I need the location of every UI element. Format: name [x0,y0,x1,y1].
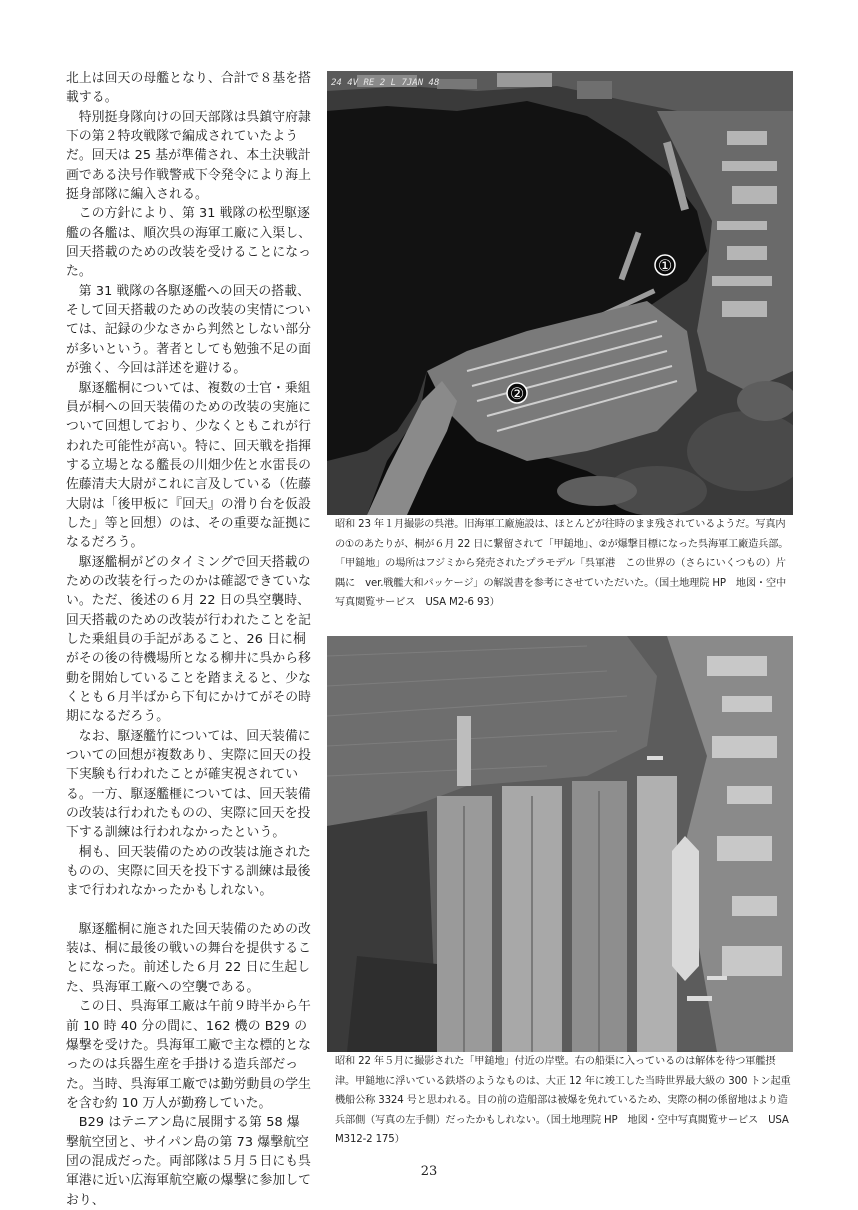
aerial-photo-kure-harbor-1948 [327,71,793,515]
body-paragraph: この方針により、第 31 戦隊の松型駆逐艦の各艦は、順次呉の海軍工廠に入渠し、回天搭載のための改装を受けることになった。 [66,206,312,280]
body-paragraph: 駆逐艦桐がどのタイミングで回天搭載のための改装を行ったのかは確認できていない。ただ、後述の６月 22 日の呉空襲時、回天搭載のための改装が行われたことを記した乗組員の手記があること、26 日に桐がその後の待機場所となる柳井に呉から移動を開始していることを踏まえると、少なくとも６月半ばから下旬にかけてがその時期になるだろう。 [66,554,312,725]
aerial-photo-2-image [327,636,793,1052]
photo-2-caption: 昭和 22 年５月に撮影された「甲鎚地」付近の岸壁。右の船渠に入っているのは解体を待つ軍艦摂津。甲鎚地に浮いている鉄塔のようなものは、大正 12 年に竣工した当時世界最大級の 300 トン起重機船公称 3324 号と思われる。目の前の造船部は被爆を免れているため、実際の桐の係留地はより造兵部側（写真の左手側）だったかもしれない。（国土地理院 HP 地図・空中写真閲覧サービス USA M312-2 175） [335,1056,791,1145]
aerial-photo-1-image [327,71,793,515]
body-paragraph: 駆逐艦桐については、複数の士官・乗組員が桐への回天装備のための改装の実施について回想しており、少なくともこれが行われた可能性が高い。特に、回天戦を指揮する立場となる艦長の川畑少佐と水雷長の佐藤清夫大尉がこれに言及している（佐藤大尉は「後甲板に『回天』の滑り台を仮設した」等と回想）のは、その重要な証拠になるだろう。 [66,380,312,551]
body-paragraph: この日、呉海軍工廠は午前９時半から午前 10 時 40 分の間に、162 機の B29 の爆撃を受けた。呉海軍工廠で主な標的となったのは兵器生産を手掛ける造兵部だった。当時、呉海軍工廠では勤労動員の学生を含む約 10 万人が勤務していた。 [66,999,312,1111]
film-annotation: 24 4V RE 2 L 7JAN 48 [331,78,440,88]
body-text-column [66,69,312,1210]
body-paragraph: 第 31 戦隊の各駆逐艦への回天の搭載、そして回天搭載のための改装の実情については、記録の少なさから判然としない部分が多いという。著者としても勉強不足の面が強く、今回は詳述を避ける。 [66,283,312,377]
body-paragraph: 特別挺身隊向けの回天部隊は呉鎮守府隷下の第２特攻戦隊で編成されていたようだ。回天は 25 基が準備され、本土決戦計画である決号作戦警戒下令発令により海上挺身部隊に編入される。 [66,109,312,203]
body-paragraph: 駆逐艦桐に施された回天装備のための改装は、桐に最後の戦いの舞台を提供することになった。前述した６月 22 日に生起した、呉海軍工廠への空襲である。 [66,921,312,995]
photo-1-caption: 昭和 23 年１月撮影の呉港。旧海軍工廠施設は、ほとんどが往時のまま残されているようだ。写真内の①のあたりが、桐が６月 22 日に繋留されて「甲鎚地」、②が爆撃目標になった呉海軍工廠造兵部。「甲鎚地」の場所はフジミから発売されたプラモデル「呉軍港 この世界の（さらにいくつもの）片隅に ver.戦艦大和パッケージ」の解説書を参考にさせていただいた。（国土地理院 HP 地図・空中写真閲覧サービス USA M2-6 93） [335,519,789,608]
body-paragraph: B29 はテニアン島に展開する第 58 爆撃航空団と、サイパン島の第 73 爆撃航空団の混成だった。両部隊は５月５日にも呉軍港に近い広海軍航空廠の爆撃に参加しており、 [66,1115,312,1208]
location-marker-2: ② [509,384,525,403]
body-paragraph: 北上は回天の母艦となり、合計で８基を搭載する。 [66,71,312,106]
location-marker-1: ① [657,256,673,275]
body-paragraph: 桐も、回天装備のための改装は施されたものの、実際に回天を投下する訓練は最後まで行われなかったかもしれない。 [66,844,311,899]
body-paragraph: なお、駆逐艦竹については、回天装備についての回想が複数あり、実際に回天の投下実験も行われたことが確実視されている。一方、駆逐艦榧については、回天装備の改装は行われたものの、実際に回天を投下する訓練は行われなかったという。 [66,728,312,841]
page-number: 23 [420,1164,438,1179]
aerial-photo-dockyard-1947 [327,636,793,1052]
